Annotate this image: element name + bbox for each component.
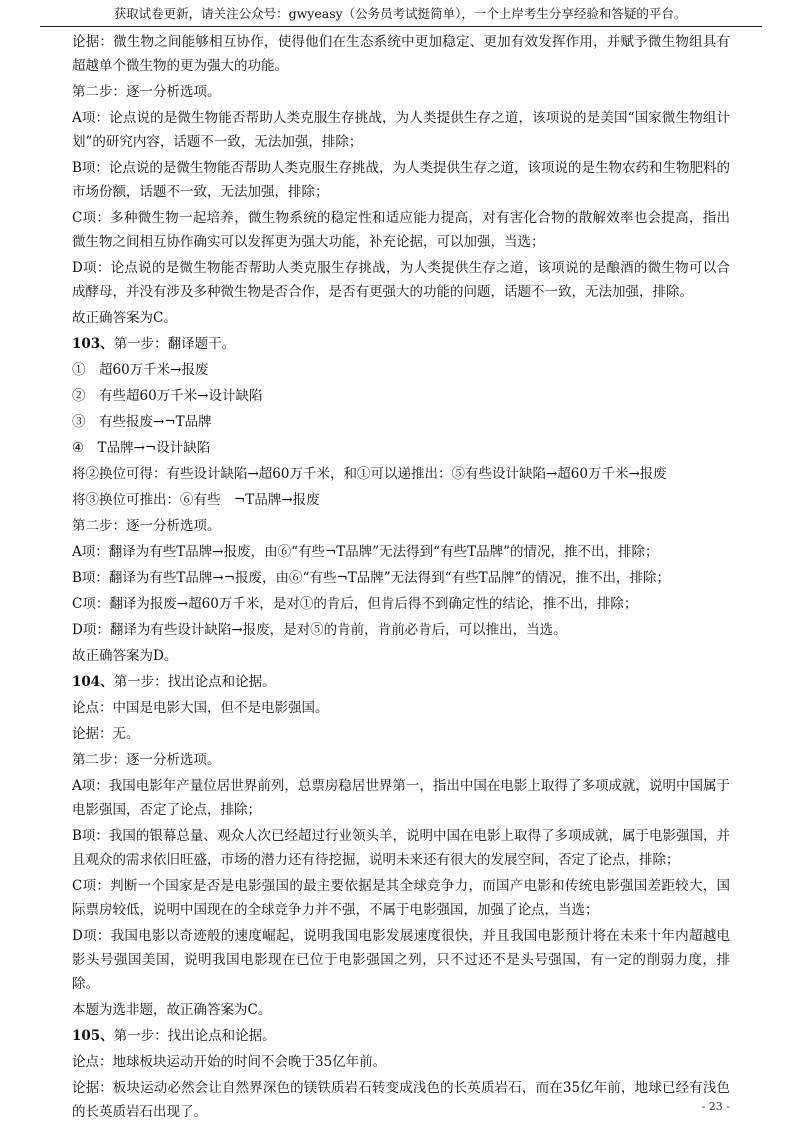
question-start-line	[72, 332, 730, 356]
line-text: 将②换位可得：有些设计缺陷→超60万千米，和①可以递推出：⑤有些设计缺陷→超60万千米→报废	[72, 466, 667, 482]
text-line	[72, 924, 730, 996]
text-line	[72, 748, 730, 772]
line-text: ② 有些超60万千米→设计缺陷	[72, 388, 263, 404]
line-text: 第二步：逐一分析选项。	[72, 752, 221, 768]
text-line	[72, 462, 730, 486]
question-start-line	[72, 670, 730, 694]
line-text: 将③换位可推出：⑥有些 ¬T品牌→报废	[72, 492, 320, 508]
line-text: C项：判断一个国家是否是电影强国的最主要依据是其全球竞争力，而国产电影和传统电影强国差距较大，国际票房较低，说明中国现在的全球竞争力并不强，不属于电影强国，加强了论点，当选；	[72, 878, 730, 918]
text-line	[72, 1050, 730, 1074]
page-number: - 23 -	[701, 1100, 730, 1113]
line-text: 第二步：逐一分析选项。	[72, 518, 221, 534]
line-text: ④ T品牌→¬设计缺陷	[72, 440, 211, 456]
text-line	[72, 106, 730, 154]
line-text: 论据：微生物之间能够相互协作，使得他们在生态系统中更加稳定、更加有效发挥作用，并赋予微生物组具有超越单个微生物的更为强大的功能。	[72, 34, 730, 74]
line-text: B项：翻译为有些T品牌→¬报废，由⑥“有些¬T品牌”无法得到“有些T品牌”的情况，推不出，排除；	[72, 570, 670, 586]
line-text: D项：翻译为有些设计缺陷→报废，是对⑤的肯前，肯前必肯后，可以推出，当选。	[72, 622, 567, 638]
text-line	[72, 644, 730, 668]
line-text: A项：论点说的是微生物能否帮助人类克服生存挑战，为人类提供生存之道，该项说的是美国“国家微生物组计划”的研究内容，话题不一致，无法加强，排除；	[72, 110, 730, 150]
text-line	[72, 874, 730, 922]
text-line	[72, 722, 730, 746]
line-text: D项：我国电影以奇迹般的速度崛起，说明我国电影发展速度很快，并且我国电影预计将在未来十年内超越电影头号强国美国，说明我国电影现在已位于电影强国之列，只不过还不是头号强国，有一定的削弱力度，排除。	[72, 928, 730, 992]
text-line	[72, 540, 730, 564]
text-line	[72, 436, 730, 460]
question-number: 105、	[72, 1028, 114, 1044]
question-number: 103、	[72, 336, 114, 352]
text-line	[72, 256, 730, 304]
text-line	[72, 566, 730, 590]
line-text: C项：翻译为报废→超60万千米，是对①的肯后，但肯后得不到确定性的结论，推不出，排除；	[72, 596, 638, 612]
text-line	[72, 998, 730, 1022]
line-text: ③ 有些报废→¬T品牌	[72, 414, 212, 430]
line-text: 论据：板块运动必然会让自然界深色的镁铁质岩石转变成浅色的长英质岩石，而在35亿年前，地球已经有浅色的长英质岩石出现了。	[72, 1080, 730, 1120]
line-text: 论点：地球板块运动开始的时间不会晚于35亿年前。	[72, 1054, 387, 1070]
text-line	[72, 410, 730, 434]
question-number: 104、	[72, 674, 114, 690]
line-text: 第一步：找出论点和论据。	[113, 674, 276, 690]
line-text: 第一步：翻译题干。	[113, 336, 236, 352]
text-line	[72, 30, 730, 78]
document-body	[72, 30, 730, 1126]
text-line	[72, 696, 730, 720]
line-text: B项：我国的银幕总量、观众人次已经超过行业领头羊，说明中国在电影上取得了多项成就，属于电影强国，并且观众的需求依旧旺盛，市场的潜力还有待挖掘，说明未来还有很大的发展空间，否定了论点，排除；	[72, 828, 730, 868]
line-text: 故正确答案为D。	[72, 648, 178, 664]
text-line	[72, 514, 730, 538]
text-line	[72, 592, 730, 616]
text-line	[72, 618, 730, 642]
line-text: A项：我国电影年产量位居世界前列，总票房稳居世界第一，指出中国在电影上取得了多项成就，说明中国属于电影强国，否定了论点，排除；	[72, 778, 730, 818]
line-text: 论点：中国是电影大国，但不是电影强国。	[72, 700, 329, 716]
text-line	[72, 488, 730, 512]
text-line	[72, 384, 730, 408]
line-text: 本题为选非题，故正确答案为C。	[72, 1002, 272, 1018]
text-line	[72, 824, 730, 872]
header-divider	[40, 26, 762, 27]
text-line	[72, 306, 730, 330]
line-text: C项：多种微生物一起培养，微生物系统的稳定性和适应能力提高，对有害化合物的散解效率也会提高，指出微生物之间相互协作确实可以发挥更为强大功能，补充论据，可以加强，当选；	[72, 210, 730, 250]
line-text: A项：翻译为有些T品牌→报废，由⑥“有些¬T品牌”无法得到“有些T品牌”的情况，推不出，排除；	[72, 544, 659, 560]
line-text: D项：论点说的是微生物能否帮助人类克服生存挑战，为人类提供生存之道，该项说的是酿酒的微生物可以合成酵母，并没有涉及多种微生物是否合作，是否有更强大的功能的问题，话题不一致，无法加强，排除。	[72, 260, 730, 300]
page-header-banner: 获取试卷更新，请关注公众号：gwyeasy（公务员考试挺简单），一个上岸考生分享经验和答疑的平台。	[113, 6, 687, 21]
question-start-line	[72, 1024, 730, 1048]
text-line	[72, 80, 730, 104]
text-line	[72, 774, 730, 822]
line-text: B项：论点说的是微生物能否帮助人类克服生存挑战，为人类提供生存之道，该项说的是生物农药和生物肥料的市场份额，话题不一致，无法加强，排除；	[72, 160, 730, 200]
line-text: 第二步：逐一分析选项。	[72, 84, 221, 100]
line-text: 故正确答案为C。	[72, 310, 177, 326]
text-line	[72, 156, 730, 204]
line-text: 论据：无。	[72, 726, 140, 742]
text-line	[72, 358, 730, 382]
line-text: 第一步：找出论点和论据。	[113, 1028, 276, 1044]
text-line	[72, 206, 730, 254]
text-line	[72, 1076, 730, 1124]
line-text: ① 超60万千米→报废	[72, 362, 209, 378]
